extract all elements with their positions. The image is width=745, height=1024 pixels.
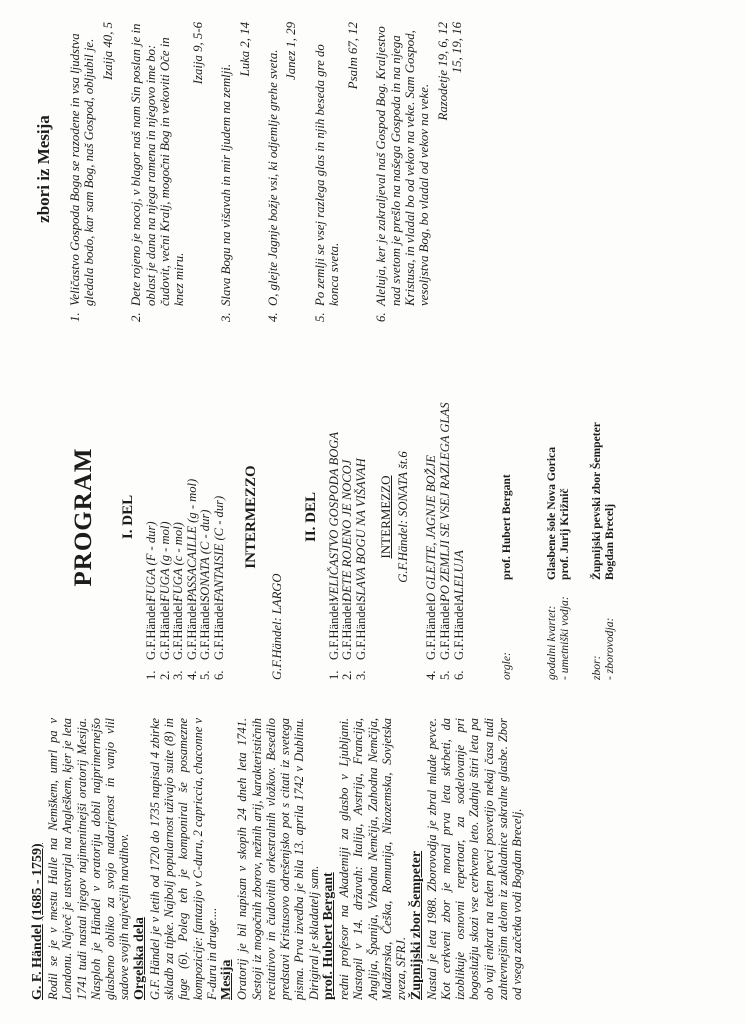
verse-text: Aleluja, ker je zakraljeval naš Gospod Bog. Kraljestvo nad svetom je prešlo na našega Gospoda in na njega Kristusa, in vladal bo od vekov na veke. Sam Gospod, vesoljstva Bog, bo vladal od vekov na veke.: [374, 26, 432, 306]
zbor-section: [409, 718, 525, 1000]
performer-role: zbor:: [589, 655, 603, 680]
bergant-title: prof. Hubert Bergant: [321, 872, 337, 1000]
part2-title: II. DEL: [302, 491, 319, 543]
item-work: VELIČASTVO GOSPODA BOGA: [326, 431, 341, 602]
item-work: PO ZEMLJI SE VSEJ RAZLEGA GLAS: [437, 402, 452, 602]
verse-item: [374, 16, 432, 322]
item-work: FUGA (g - mol): [157, 521, 172, 602]
performer-leader: [514, 354, 527, 580]
performers: [500, 354, 616, 680]
verse-number: 5.: [312, 312, 327, 322]
performer-role: orgle:: [500, 652, 514, 680]
verse-text: O, glejte Jagnje božje vsi, ki odjemlje grehe sveta.: [266, 49, 281, 306]
performer-row: [500, 354, 527, 680]
item-number: 1.: [326, 670, 341, 680]
item-number: 5.: [437, 670, 452, 680]
verse-item: [313, 16, 342, 322]
verse-text: Veličastvo Gospoda Boga se razodene in vsa ljudstva gledala bodo, kar sam Bog, naš Gospod, obljubil je.: [68, 33, 97, 306]
performer-row: [590, 354, 617, 680]
item-composer: G.F.Händel:: [184, 598, 199, 660]
reference-line: Luka 2, 14: [237, 22, 252, 77]
item-number: 6.: [211, 670, 226, 680]
orgel-title: Orgelska dela: [131, 917, 147, 1000]
list-item: [425, 354, 439, 680]
item-work: SONATA (C - dur): [198, 509, 213, 602]
item-composer: G.F.Händel:: [353, 598, 368, 660]
intermezzo2-title: INTERMEZZO: [378, 475, 394, 559]
choir-texts-column: [0, 0, 745, 332]
performer-subrole: [514, 580, 527, 680]
list-item: [199, 354, 213, 680]
verse-reference: [436, 22, 465, 322]
item-work: DETE ROJENO JE NOCOJ: [340, 459, 355, 602]
mesija-body: Oratorij je bil napisan v skopih 24 dneh leta 1741. Sestoji iz mogočnih zborov, nežnih arij, karakterističnih recitativov in čudovitih orkestralnih vložkov. Besedilo predstavi Kristusovo odrešenjsko pot s citati iz svetega pisma. Prva izvedba je bila 13. aprila 1742 v Dublinu. Dirigiral je skladatelj sam.: [235, 718, 321, 1000]
reference-line: Izaija 40, 5: [100, 22, 115, 80]
item-work: PASSACAILLE (g - mol): [184, 478, 199, 602]
verse-reference: [191, 22, 205, 322]
item-composer: G.F.Händel:: [144, 598, 158, 660]
list-item: [145, 354, 159, 680]
reference-line: Psalm 67, 12: [345, 22, 360, 90]
reference-line: Janez 1, 29: [284, 22, 299, 80]
item-work: O GLEJTE, JAGNJE BOŽJE: [424, 455, 439, 602]
performer-leader: Bogdan Brecelj: [603, 503, 617, 580]
orgel-body: G.F. Händel je v letih od 1720 do 1735 napisal 4 zbirke skladb za tipke. Najbolj popularnost uživajo suite (8) in fuge (6). Poleg teh je komponiral še posamezne kompozicije: fantazijo v C-duru, 2 capriccia, chaconne v F-duru in druge....: [147, 718, 219, 1000]
list-item: [328, 354, 342, 680]
verse-text: Dete rojeno je nocoj, v blagor naš nam Sin poslan je in oblast je dana na njega ramena in njegovo ime bo: čudovit, večni Kralj, mogočni Bog in vekoviti Oče in knez miru.: [129, 23, 187, 306]
program-column: [0, 344, 745, 694]
item-work: SLAVA BOGU NA VIŠAVAH: [353, 458, 368, 602]
mesija-title: Mesija: [219, 959, 235, 1000]
item-composer: G.F.Händel:: [171, 598, 186, 660]
part2-list-b: [425, 354, 466, 680]
item-composer: G.F.Händel:: [437, 598, 452, 660]
reference-line: 15, 19, 16: [450, 22, 465, 74]
item-work: FUGA (F - dur): [144, 521, 158, 602]
item-number: 3.: [353, 670, 368, 680]
list-item: [453, 354, 467, 680]
reference-line: Razodetje 19, 6, 12: [435, 22, 450, 121]
performer-name: prof. Hubert Bergant: [500, 474, 514, 580]
biographies-column: [0, 704, 745, 1024]
performer-role: godalni kvartet:: [544, 605, 558, 680]
performer-name: Župnijski pevski zbor Šempeter: [589, 422, 603, 580]
bergant-section: [321, 718, 408, 1000]
verse-reference: [284, 22, 298, 322]
reference-line: Izaija 9, 5-6: [190, 22, 205, 85]
item-composer: G.F.Händel:: [326, 598, 341, 660]
performer-leader: prof. Jurij Križnič: [558, 488, 572, 580]
item-number: 2.: [157, 670, 172, 680]
item-composer: G.F.Händel:: [157, 598, 172, 660]
orgel-section: [132, 718, 219, 1000]
item-number: 4.: [184, 670, 199, 680]
verse-number: 4.: [266, 312, 281, 322]
part2-list-a: [328, 354, 369, 680]
verse-item: [68, 16, 97, 322]
bergant-body: redni profesor na Akademiji za glasbo v Ljubljani. Nastopil v 14. državah: Italija, Avstrija, Francija, Anglija, Španija, Vzhodna Nemčija, Zahodna Nemčija, Madžarska, Češka, Romunija, Nizozemska, Sovjetska zveza, SFRJ.: [337, 718, 409, 1000]
list-item: [355, 354, 369, 680]
handel-title: G. F. Händel: [30, 924, 45, 1000]
intermezzo1-piece: G.F.Händel: LARGO: [269, 573, 284, 680]
list-item: [213, 354, 227, 680]
list-item: [186, 354, 200, 680]
verse-reference: [101, 22, 115, 322]
item-work: FANTAISIE (C - dur): [211, 495, 226, 602]
handel-years: (1685 - 1759): [30, 843, 45, 921]
verse-text: Po zemlji se vsej razlega glas in njih beseda gre do konca sveta.: [312, 44, 342, 306]
performer-row: [545, 354, 572, 680]
item-number: 4.: [424, 670, 439, 680]
verse-number: 6.: [374, 312, 389, 322]
performer-subrole: - umetniški vodja:: [558, 596, 572, 680]
list-item: [172, 354, 186, 680]
part1-title: I. DEL: [120, 494, 136, 540]
item-work: ALELUJA: [451, 550, 466, 602]
item-composer: G.F.Händel:: [424, 598, 439, 660]
list-item: [159, 354, 173, 680]
verse-item: [219, 16, 233, 322]
item-composer: G.F.Händel:: [211, 598, 226, 660]
item-composer: G.F.Händel:: [198, 598, 213, 660]
item-number: 1.: [144, 670, 158, 680]
item-work: FUGA (c - mol): [171, 522, 186, 602]
verse-number: 2.: [129, 312, 144, 322]
performer-subrole: - zborovodja:: [603, 617, 617, 680]
mesija-section: [219, 718, 321, 1000]
choirs-title: zbori iz Mesija: [34, 115, 53, 223]
verse-text: Slava Bogu na višavah in mir ljudem na zemlji.: [219, 63, 234, 306]
zbor-title: Župnijski zbor Šempeter: [408, 850, 424, 1000]
item-composer: G.F.Händel:: [340, 598, 355, 660]
item-number: 2.: [340, 670, 355, 680]
intermezzo2-piece: G.F.Händel: SONATA št.6: [396, 451, 411, 583]
zbor-body: Nastal je leta 1988. Zborovodja je zbral mlade pevce. Kot cerkveni zbor je moral prva leta skrbeti, da izoblikuje osnovni repertoar, za sodelovanje pri bogoslužju skozi vse cerkveno leto. Zadnja štiri leta pa ob vaji enkrat na teden pevci posvetijo nekaj časa tudi zahtevnejšim delom iz zakladnice sakralne glasbe. Zbor od vsega začetka vodi Bogdan Brecelj.: [424, 718, 525, 1000]
list-item: [439, 354, 453, 680]
handel-body: Rodil se je v mestu Halle na Nemškem, umrl pa v Londonu. Največ je ustvarjal na Angleškem, kjer je leta 1741 tudi nastal njegov najimenitnejši oratorij Mesija. Nasploh je Händel v oratoriju dobil najprimernejšo glasbeno obliko za svojo nadarjenost in vanjo vlil sadove svojih največjih navdihov.: [46, 718, 132, 1000]
item-number: 6.: [451, 670, 466, 680]
performer-name: Glasbene šole Nova Gorica: [544, 447, 558, 580]
item-number: 3.: [171, 670, 186, 680]
part1-list: [145, 354, 227, 680]
verse-reference: [238, 22, 252, 322]
program-title: PROGRAM: [70, 447, 97, 587]
list-item: [341, 354, 355, 680]
verse-item: [266, 16, 280, 322]
handel-section: [28, 718, 132, 1000]
item-composer: G.F.Händel:: [451, 598, 466, 660]
verse-item: [129, 16, 187, 322]
item-number: 5.: [198, 670, 213, 680]
verse-number: 1.: [68, 312, 82, 322]
intermezzo1-title: INTERMEZZO: [242, 465, 259, 569]
verse-number: 3.: [219, 312, 234, 322]
verse-reference: [346, 22, 360, 322]
